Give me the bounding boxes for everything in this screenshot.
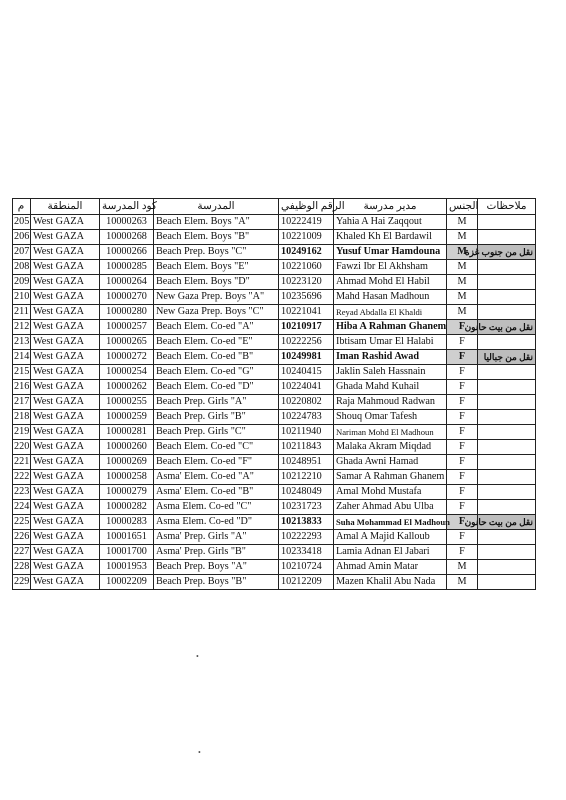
cell-code: 10000265 <box>100 335 154 350</box>
cell-code: 10000264 <box>100 275 154 290</box>
cell-region: West GAZA <box>31 560 100 575</box>
cell-notes <box>478 545 536 560</box>
cell-code: 10000270 <box>100 290 154 305</box>
table-row <box>13 320 536 335</box>
cell-code: 10000260 <box>100 440 154 455</box>
cell-school: New Gaza Prep. Boys "A" <box>154 290 279 305</box>
cell-school: Beach Elem. Boys "E" <box>154 260 279 275</box>
cell-notes <box>478 410 536 425</box>
cell-no: 205 <box>13 215 31 230</box>
cell-school: Asma' Prep. Girls "B" <box>154 545 279 560</box>
cell-region: West GAZA <box>31 365 100 380</box>
cell-region: West GAZA <box>31 440 100 455</box>
cell-no: 225 <box>13 515 31 530</box>
cell-notes <box>478 500 536 515</box>
cell-id: 10249981 <box>279 350 334 365</box>
cell-no: 212 <box>13 320 31 335</box>
cell-gender: F <box>447 470 478 485</box>
table-row <box>13 575 536 590</box>
cell-id: 10213833 <box>279 515 334 530</box>
cell-code: 10000255 <box>100 395 154 410</box>
cell-school: Asma' Elem. Co-ed "B" <box>154 485 279 500</box>
cell-school: Beach Prep. Boys "C" <box>154 245 279 260</box>
table-row <box>13 425 536 440</box>
header-notes: ملاحظات <box>478 199 536 215</box>
cell-notes <box>478 530 536 545</box>
cell-gender: F <box>447 530 478 545</box>
cell-id: 10222256 <box>279 335 334 350</box>
cell-name: Jaklin Saleh Hassnain <box>334 365 447 380</box>
table-row <box>13 335 536 350</box>
cell-gender: M <box>447 290 478 305</box>
cell-code: 10000279 <box>100 485 154 500</box>
cell-notes <box>478 485 536 500</box>
cell-gender: M <box>447 575 478 590</box>
cell-notes <box>478 275 536 290</box>
cell-no: 210 <box>13 290 31 305</box>
cell-region: West GAZA <box>31 470 100 485</box>
cell-code: 10000266 <box>100 245 154 260</box>
table-body <box>13 215 536 590</box>
table-row <box>13 455 536 470</box>
scan-speck: • <box>196 652 199 661</box>
cell-no: 213 <box>13 335 31 350</box>
cell-region: West GAZA <box>31 215 100 230</box>
cell-no: 229 <box>13 575 31 590</box>
cell-id: 10224041 <box>279 380 334 395</box>
cell-gender: F <box>447 545 478 560</box>
cell-gender: F <box>447 350 478 365</box>
cell-no: 208 <box>13 260 31 275</box>
cell-notes <box>478 290 536 305</box>
cell-notes <box>478 230 536 245</box>
cell-code: 10000281 <box>100 425 154 440</box>
cell-region: West GAZA <box>31 455 100 470</box>
header-code: كود المدرسة <box>100 199 154 215</box>
cell-name: Ghada Mahd Kuhail <box>334 380 447 395</box>
cell-name: Mazen Khalil Abu Nada <box>334 575 447 590</box>
cell-id: 10224783 <box>279 410 334 425</box>
cell-code: 10000268 <box>100 230 154 245</box>
cell-notes <box>478 215 536 230</box>
cell-no: 222 <box>13 470 31 485</box>
cell-id: 10210917 <box>279 320 334 335</box>
cell-school: Asma' Elem. Co-ed "A" <box>154 470 279 485</box>
cell-school: Beach Elem. Co-ed "G" <box>154 365 279 380</box>
header-gender: الجنس <box>447 199 478 215</box>
cell-region: West GAZA <box>31 260 100 275</box>
cell-code: 10000272 <box>100 350 154 365</box>
cell-gender: F <box>447 410 478 425</box>
cell-id: 10220802 <box>279 395 334 410</box>
cell-code: 10000257 <box>100 320 154 335</box>
cell-name: Nariman Mohd El Madhoun <box>334 425 447 440</box>
cell-id: 10210724 <box>279 560 334 575</box>
cell-notes <box>478 560 536 575</box>
cell-notes: نقل من بيت حانون <box>478 320 536 335</box>
cell-school: Beach Prep. Boys "A" <box>154 560 279 575</box>
cell-name: Shouq Omar Tafesh <box>334 410 447 425</box>
cell-gender: F <box>447 455 478 470</box>
cell-code: 10001700 <box>100 545 154 560</box>
cell-school: Beach Elem. Co-ed "E" <box>154 335 279 350</box>
cell-name: Fawzi Ibr El Akhsham <box>334 260 447 275</box>
cell-code: 10000280 <box>100 305 154 320</box>
cell-gender: M <box>447 245 478 260</box>
header-id: الرقم الوظيفي <box>279 199 334 215</box>
cell-gender: F <box>447 500 478 515</box>
cell-school: Asma' Prep. Girls "A" <box>154 530 279 545</box>
table-row <box>13 215 536 230</box>
cell-no: 214 <box>13 350 31 365</box>
cell-school: Beach Prep. Girls "A" <box>154 395 279 410</box>
cell-region: West GAZA <box>31 515 100 530</box>
cell-school: Beach Elem. Boys "A" <box>154 215 279 230</box>
cell-region: West GAZA <box>31 530 100 545</box>
cell-region: West GAZA <box>31 380 100 395</box>
cell-school: Beach Elem. Co-ed "A" <box>154 320 279 335</box>
cell-no: 216 <box>13 380 31 395</box>
cell-id: 10212209 <box>279 575 334 590</box>
cell-code: 10000263 <box>100 215 154 230</box>
table-row <box>13 245 536 260</box>
cell-no: 215 <box>13 365 31 380</box>
cell-gender: M <box>447 230 478 245</box>
cell-gender: M <box>447 275 478 290</box>
cell-name: Ibtisam Umar El Halabi <box>334 335 447 350</box>
header-school: المدرسة <box>154 199 279 215</box>
cell-notes <box>478 425 536 440</box>
cell-id: 10249162 <box>279 245 334 260</box>
cell-name: Lamia Adnan El Jabari <box>334 545 447 560</box>
cell-id: 10223120 <box>279 275 334 290</box>
table-row <box>13 560 536 575</box>
cell-no: 211 <box>13 305 31 320</box>
table-row <box>13 380 536 395</box>
table-row <box>13 290 536 305</box>
cell-notes <box>478 305 536 320</box>
cell-no: 218 <box>13 410 31 425</box>
cell-gender: F <box>447 320 478 335</box>
cell-region: West GAZA <box>31 410 100 425</box>
table-row <box>13 230 536 245</box>
cell-no: 209 <box>13 275 31 290</box>
table-row <box>13 260 536 275</box>
cell-no: 207 <box>13 245 31 260</box>
staff-table <box>12 198 536 590</box>
cell-school: Beach Prep. Girls "B" <box>154 410 279 425</box>
cell-school: Beach Elem. Boys "D" <box>154 275 279 290</box>
cell-region: West GAZA <box>31 395 100 410</box>
cell-name: Suha Mohammad El Madhoun <box>334 515 447 530</box>
cell-code: 10000283 <box>100 515 154 530</box>
cell-id: 10212210 <box>279 470 334 485</box>
cell-code: 10000262 <box>100 380 154 395</box>
cell-code: 10001953 <box>100 560 154 575</box>
cell-name: Zaher Ahmad Abu Ulba <box>334 500 447 515</box>
header-name: مدير مدرسة <box>334 199 447 215</box>
cell-no: 206 <box>13 230 31 245</box>
cell-school: Beach Elem. Boys "B" <box>154 230 279 245</box>
cell-id: 10231723 <box>279 500 334 515</box>
cell-notes <box>478 335 536 350</box>
cell-region: West GAZA <box>31 335 100 350</box>
cell-name: Ahmad Amin Matar <box>334 560 447 575</box>
cell-school: Beach Elem. Co-ed "F" <box>154 455 279 470</box>
cell-gender: F <box>447 485 478 500</box>
cell-name: Amal Mohd Mustafa <box>334 485 447 500</box>
cell-no: 220 <box>13 440 31 455</box>
cell-code: 10000282 <box>100 500 154 515</box>
cell-gender: M <box>447 305 478 320</box>
cell-code: 10000285 <box>100 260 154 275</box>
cell-notes: نقل من جباليا <box>478 350 536 365</box>
table-row <box>13 545 536 560</box>
cell-notes <box>478 440 536 455</box>
cell-no: 219 <box>13 425 31 440</box>
table-row <box>13 440 536 455</box>
cell-code: 10002209 <box>100 575 154 590</box>
cell-region: West GAZA <box>31 425 100 440</box>
cell-region: West GAZA <box>31 350 100 365</box>
cell-id: 10235696 <box>279 290 334 305</box>
cell-name: Yusuf Umar Hamdouna <box>334 245 447 260</box>
cell-region: West GAZA <box>31 230 100 245</box>
table-row <box>13 530 536 545</box>
cell-notes: نقل من جنوب غزة <box>478 245 536 260</box>
cell-id: 10221041 <box>279 305 334 320</box>
table-row <box>13 275 536 290</box>
cell-no: 224 <box>13 500 31 515</box>
cell-name: Mahd Hasan Madhoun <box>334 290 447 305</box>
cell-no: 227 <box>13 545 31 560</box>
cell-id: 10222419 <box>279 215 334 230</box>
cell-school: New Gaza Prep. Boys "C" <box>154 305 279 320</box>
cell-name: Iman Rashid Awad <box>334 350 447 365</box>
table-row <box>13 410 536 425</box>
cell-notes <box>478 365 536 380</box>
cell-code: 10000254 <box>100 365 154 380</box>
cell-gender: M <box>447 560 478 575</box>
cell-region: West GAZA <box>31 290 100 305</box>
cell-gender: M <box>447 260 478 275</box>
cell-code: 10000258 <box>100 470 154 485</box>
cell-school: Asma Elem. Co-ed "C" <box>154 500 279 515</box>
cell-notes <box>478 455 536 470</box>
cell-id: 10233418 <box>279 545 334 560</box>
cell-gender: F <box>447 395 478 410</box>
cell-region: West GAZA <box>31 320 100 335</box>
cell-region: West GAZA <box>31 500 100 515</box>
cell-id: 10221009 <box>279 230 334 245</box>
cell-no: 223 <box>13 485 31 500</box>
cell-no: 217 <box>13 395 31 410</box>
table-row <box>13 305 536 320</box>
cell-school: Beach Elem. Co-ed "B" <box>154 350 279 365</box>
cell-name: Yahia A Hai Zaqqout <box>334 215 447 230</box>
cell-notes <box>478 260 536 275</box>
cell-name: Malaka Akram Miqdad <box>334 440 447 455</box>
scan-speck: • <box>198 748 201 757</box>
table-row <box>13 485 536 500</box>
cell-school: Beach Prep. Girls "C" <box>154 425 279 440</box>
table-row <box>13 365 536 380</box>
cell-code: 10001651 <box>100 530 154 545</box>
cell-gender: M <box>447 215 478 230</box>
cell-id: 10211940 <box>279 425 334 440</box>
cell-name: Amal A Majid Kalloub <box>334 530 447 545</box>
cell-school: Beach Prep. Boys "B" <box>154 575 279 590</box>
cell-notes <box>478 575 536 590</box>
cell-name: Khaled Kh El Bardawil <box>334 230 447 245</box>
cell-school: Beach Elem. Co-ed "D" <box>154 380 279 395</box>
cell-region: West GAZA <box>31 545 100 560</box>
cell-name: Ahmad Mohd El Habil <box>334 275 447 290</box>
cell-id: 10248951 <box>279 455 334 470</box>
cell-gender: F <box>447 440 478 455</box>
cell-no: 228 <box>13 560 31 575</box>
cell-id: 10221060 <box>279 260 334 275</box>
cell-notes: نقل من بيت حانون <box>478 515 536 530</box>
cell-code: 10000269 <box>100 455 154 470</box>
cell-region: West GAZA <box>31 245 100 260</box>
cell-notes <box>478 470 536 485</box>
cell-no: 226 <box>13 530 31 545</box>
cell-no: 221 <box>13 455 31 470</box>
table-row <box>13 350 536 365</box>
cell-name: Raja Mahmoud Radwan <box>334 395 447 410</box>
cell-gender: F <box>447 515 478 530</box>
cell-school: Beach Elem. Co-ed "C" <box>154 440 279 455</box>
cell-id: 10222293 <box>279 530 334 545</box>
cell-name: Hiba A Rahman Ghanem <box>334 320 447 335</box>
cell-notes <box>478 395 536 410</box>
cell-gender: F <box>447 425 478 440</box>
cell-notes <box>478 380 536 395</box>
cell-gender: F <box>447 335 478 350</box>
table-row <box>13 470 536 485</box>
cell-region: West GAZA <box>31 305 100 320</box>
cell-name: Reyad Abdalla El Khaldi <box>334 305 447 320</box>
header-region: المنطقة <box>31 199 100 215</box>
table-row <box>13 515 536 530</box>
cell-school: Asma Elem. Co-ed "D" <box>154 515 279 530</box>
cell-code: 10000259 <box>100 410 154 425</box>
cell-id: 10248049 <box>279 485 334 500</box>
table-row <box>13 500 536 515</box>
cell-region: West GAZA <box>31 485 100 500</box>
header-row <box>13 199 536 215</box>
cell-name: Ghada Awni Hamad <box>334 455 447 470</box>
cell-gender: F <box>447 365 478 380</box>
cell-id: 10211843 <box>279 440 334 455</box>
cell-name: Samar A Rahman Ghanem <box>334 470 447 485</box>
cell-region: West GAZA <box>31 575 100 590</box>
cell-region: West GAZA <box>31 275 100 290</box>
header-no: م <box>13 199 31 215</box>
table-row <box>13 395 536 410</box>
cell-gender: F <box>447 380 478 395</box>
cell-id: 10240415 <box>279 365 334 380</box>
